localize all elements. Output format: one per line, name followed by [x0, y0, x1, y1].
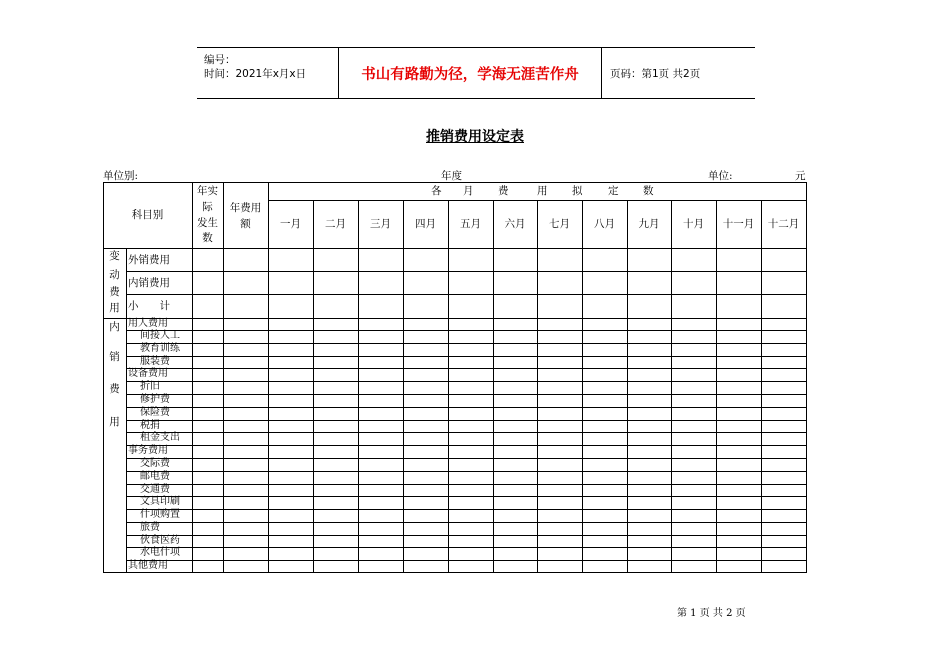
row-line	[126, 484, 807, 485]
unit-label: 单位:	[708, 170, 733, 182]
column-line	[716, 200, 717, 573]
column-line	[223, 182, 224, 573]
actual-header-line: 际	[202, 201, 213, 213]
internal-item-label: 保险费	[140, 407, 170, 418]
row-line	[126, 294, 807, 295]
row-line	[126, 547, 807, 548]
month-header: 十一月	[722, 218, 755, 230]
column-line	[358, 200, 359, 573]
variable-item-label: 小 计	[128, 300, 170, 312]
row-line	[126, 432, 807, 433]
month-header: 五月	[460, 218, 481, 230]
subject-header: 科目别	[131, 209, 164, 221]
row-line	[126, 248, 807, 249]
month-header: 四月	[415, 218, 436, 230]
row-line	[126, 471, 807, 472]
group-variable-char: 变	[109, 250, 120, 262]
month-header: 八月	[594, 218, 615, 230]
column-line	[126, 248, 127, 573]
row-line	[126, 271, 807, 272]
row-line	[126, 509, 807, 510]
column-line	[761, 200, 762, 573]
row-line	[126, 330, 807, 331]
month-header: 十二月	[767, 218, 800, 230]
monthly-header-char: 拟	[572, 185, 583, 197]
group-internal-char: 用	[109, 416, 120, 428]
internal-item-label: 水电什项	[140, 547, 180, 558]
month-header: 六月	[504, 218, 526, 230]
internal-item-label: 其他费用	[128, 560, 168, 571]
column-line	[627, 200, 628, 573]
monthly-header-char: 费	[498, 185, 509, 197]
annual-header-line: 额	[240, 218, 251, 230]
row-line	[126, 445, 807, 446]
page-code: 页码：第1页 共2页	[610, 68, 701, 80]
column-line	[493, 200, 494, 573]
column-line	[448, 200, 449, 573]
column-line	[103, 182, 104, 573]
internal-item-label: 租金支出	[140, 432, 180, 443]
internal-item-label: 交通费	[140, 484, 170, 495]
annual-header-line: 年费用	[229, 202, 262, 214]
column-line	[537, 200, 538, 573]
time-label: 时间：2021年x月x日	[204, 68, 307, 80]
internal-item-label: 事务费用	[128, 445, 168, 456]
month-header: 二月	[325, 218, 346, 230]
internal-item-label: 什项购置	[140, 509, 180, 520]
actual-header-line: 发生	[197, 217, 218, 229]
actual-header-line: 年实	[197, 185, 218, 197]
monthly-header-char: 各	[431, 185, 442, 197]
monthly-header-char: 用	[537, 185, 548, 197]
internal-item-label: 税捐	[140, 420, 160, 431]
row-line	[126, 458, 807, 459]
internal-item-label: 间接人工	[140, 330, 180, 341]
column-line	[403, 200, 404, 573]
month-header: 一月	[280, 218, 301, 230]
monthly-header-char: 数	[643, 185, 654, 197]
motto: 书山有路勤为径，学海无涯苦作舟	[338, 48, 602, 98]
group-internal-char: 销	[109, 351, 120, 363]
group-internal-char: 内	[109, 321, 120, 333]
row-line	[103, 318, 807, 319]
internal-item-label: 伙食医药	[140, 535, 180, 546]
internal-item-label: 设备费用	[128, 368, 168, 379]
row-line	[126, 368, 807, 369]
column-line	[671, 200, 672, 573]
column-line	[582, 200, 583, 573]
month-header: 九月	[638, 218, 660, 230]
row-line	[103, 182, 807, 183]
month-header: 七月	[549, 218, 570, 230]
internal-item-label: 服装费	[140, 356, 170, 367]
currency-label: 元	[795, 170, 806, 182]
month-header: 三月	[370, 218, 391, 230]
row-line	[126, 560, 807, 561]
row-line	[126, 407, 807, 408]
unit-category-label: 单位别:	[103, 170, 139, 182]
internal-item-label: 教育训练	[140, 343, 180, 354]
row-line	[126, 496, 807, 497]
column-line	[268, 182, 269, 573]
internal-item-label: 文具印刷	[140, 496, 180, 507]
number-label: 编号：	[204, 54, 236, 66]
row-line	[126, 394, 807, 395]
monthly-header-char: 定	[608, 185, 619, 197]
monthly-header-char: 月	[463, 185, 474, 197]
month-header: 十月	[683, 218, 704, 230]
internal-item-label: 用人费用	[128, 318, 168, 329]
variable-item-label: 内销费用	[128, 277, 170, 289]
page-title: 推销费用设定表	[426, 129, 524, 145]
row-line	[126, 381, 807, 382]
group-internal-char: 费	[109, 383, 120, 395]
internal-item-label: 折旧	[140, 381, 160, 392]
variable-item-label: 外销费用	[128, 254, 170, 266]
group-variable-char: 用	[109, 302, 120, 314]
group-variable-char: 费	[109, 286, 120, 298]
row-line	[126, 343, 807, 344]
internal-item-label: 修护费	[140, 394, 170, 405]
row-line	[126, 535, 807, 536]
year-label: 年度	[441, 170, 462, 182]
row-line	[126, 522, 807, 523]
column-line	[806, 182, 807, 573]
internal-item-label: 交际费	[140, 458, 170, 469]
group-variable-char: 动	[109, 269, 120, 281]
actual-header-line: 数	[202, 232, 213, 244]
row-line	[126, 356, 807, 357]
column-line	[313, 200, 314, 573]
internal-item-label: 旅费	[140, 522, 160, 533]
row-line	[126, 572, 807, 573]
row-line	[126, 420, 807, 421]
page-footer: 第 1 页 共 2 页	[677, 608, 746, 619]
internal-item-label: 邮电费	[140, 471, 170, 482]
